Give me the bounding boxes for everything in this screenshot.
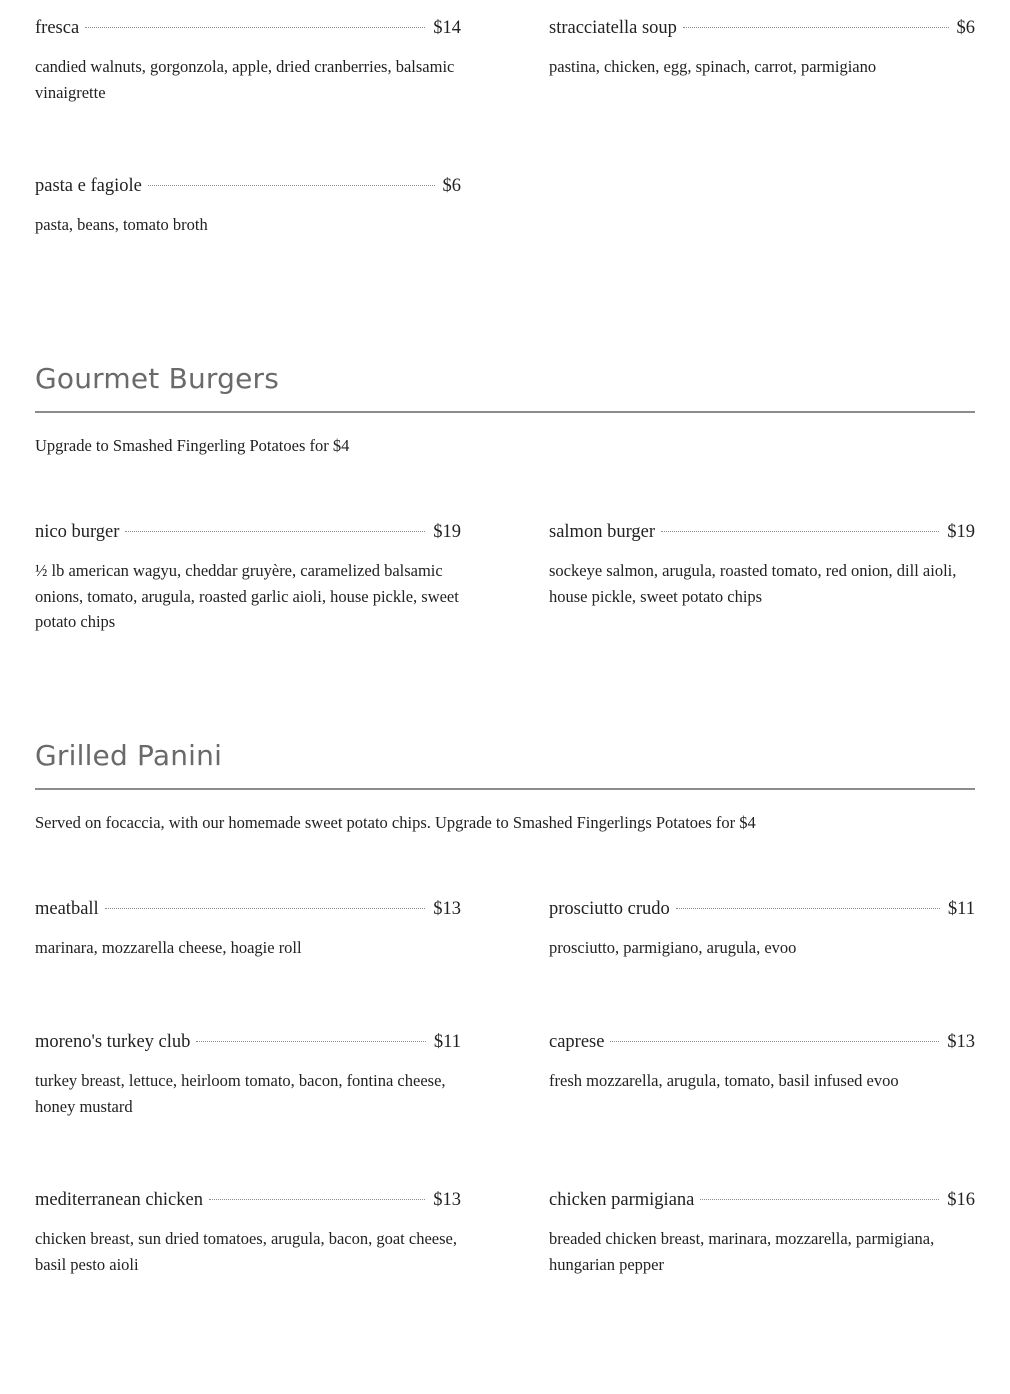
dotted-leader <box>209 1198 425 1200</box>
menu-item-description: fresh mozzarella, arugula, tomato, basil infused evoo <box>549 1071 899 1090</box>
menu-item-morenos-turkey-club <box>35 1030 461 1119</box>
dotted-leader <box>196 1040 426 1042</box>
menu-item-name: moreno's turkey club <box>35 1032 191 1052</box>
menu-item-description: breaded chicken breast, marinara, mozzarella, parmigiana, hungarian pepper <box>549 1229 935 1274</box>
menu-item-price: $11 <box>947 899 975 919</box>
dotted-leader <box>125 530 425 532</box>
dotted-leader <box>700 1198 939 1200</box>
menu-item-nico-burger <box>35 520 461 635</box>
dotted-leader <box>676 907 940 909</box>
menu-item-header <box>35 16 461 40</box>
menu-item-description: ½ lb american wagyu, cheddar gruyère, caramelized balsamic onions, tomato, arugula, roasted garlic aioli, house pickle, sweet potato chips <box>35 561 459 631</box>
menu-item-header <box>35 1188 461 1212</box>
menu-item-description: prosciutto, parmigiano, arugula, evoo <box>549 938 797 957</box>
menu-item-prosciutto-crudo <box>549 897 975 961</box>
menu-item-description: pastina, chicken, egg, spinach, carrot, parmigiano <box>549 57 877 76</box>
menu-item-stracciatella-soup <box>549 16 975 80</box>
dotted-leader <box>661 530 939 532</box>
menu-item-name: mediterranean chicken <box>35 1190 203 1210</box>
menu-item-chicken-parmigiana <box>549 1188 975 1277</box>
menu-item-header <box>35 174 461 198</box>
menu-item-pasta-e-fagiole <box>35 174 461 238</box>
menu-item-price: $6 <box>956 18 975 38</box>
menu-item-name: nico burger <box>35 522 120 542</box>
menu-item-description: turkey breast, lettuce, heirloom tomato, bacon, fontina cheese, honey mustard <box>35 1071 446 1116</box>
menu-item-header <box>35 1030 461 1054</box>
menu-item-meatball <box>35 897 461 961</box>
menu-item-header <box>549 16 975 40</box>
menu-item-header <box>35 897 461 921</box>
menu-item-name: prosciutto crudo <box>549 899 670 919</box>
menu-item-name: meatball <box>35 899 99 919</box>
menu-item-price: $14 <box>433 18 461 38</box>
menu-item-mediterranean-chicken <box>35 1188 461 1277</box>
menu-item-fresca <box>35 16 461 105</box>
section-divider <box>35 411 975 413</box>
menu-item-description: pasta, beans, tomato broth <box>35 215 208 234</box>
menu-item-price: $6 <box>442 176 461 196</box>
menu-item-name: fresca <box>35 18 80 38</box>
menu-item-price: $11 <box>433 1032 461 1052</box>
menu-item-salmon-burger <box>549 520 975 609</box>
section-title-gourmet-burgers: Gourmet Burgers <box>35 362 280 395</box>
section-note: Served on focaccia, with our homemade sweet potato chips. Upgrade to Smashed Fingerlings Potatoes for $4 <box>35 813 756 832</box>
section-divider <box>35 788 975 790</box>
menu-item-description: chicken breast, sun dried tomatoes, arugula, bacon, goat cheese, basil pesto aioli <box>35 1229 457 1274</box>
menu-item-description: sockeye salmon, arugula, roasted tomato, red onion, dill aioli, house pickle, sweet potato chips <box>549 561 957 606</box>
menu-item-header <box>35 520 461 544</box>
menu-item-price: $13 <box>433 899 461 919</box>
menu-item-price: $13 <box>947 1032 975 1052</box>
menu-item-description: marinara, mozzarella cheese, hoagie roll <box>35 938 302 957</box>
menu-item-header <box>549 1030 975 1054</box>
dotted-leader <box>85 26 425 28</box>
menu-item-name: pasta e fagiole <box>35 176 142 196</box>
menu-item-header <box>549 897 975 921</box>
menu-item-price: $19 <box>947 522 975 542</box>
menu-item-name: caprese <box>549 1032 605 1052</box>
menu-item-caprese <box>549 1030 975 1094</box>
menu-item-name: chicken parmigiana <box>549 1190 695 1210</box>
dotted-leader <box>610 1040 939 1042</box>
menu-item-price: $16 <box>947 1190 975 1210</box>
menu-item-price: $19 <box>433 522 461 542</box>
menu-item-header <box>549 1188 975 1212</box>
menu-item-name: salmon burger <box>549 522 656 542</box>
section-note: Upgrade to Smashed Fingerling Potatoes for $4 <box>35 436 350 455</box>
dotted-leader <box>105 907 426 909</box>
menu-item-price: $13 <box>433 1190 461 1210</box>
dotted-leader <box>683 26 949 28</box>
menu-item-header <box>549 520 975 544</box>
menu-item-name: stracciatella soup <box>549 18 677 38</box>
section-title-grilled-panini: Grilled Panini <box>35 739 223 772</box>
dotted-leader <box>148 184 435 186</box>
menu-item-description: candied walnuts, gorgonzola, apple, dried cranberries, balsamic vinaigrette <box>35 57 455 102</box>
